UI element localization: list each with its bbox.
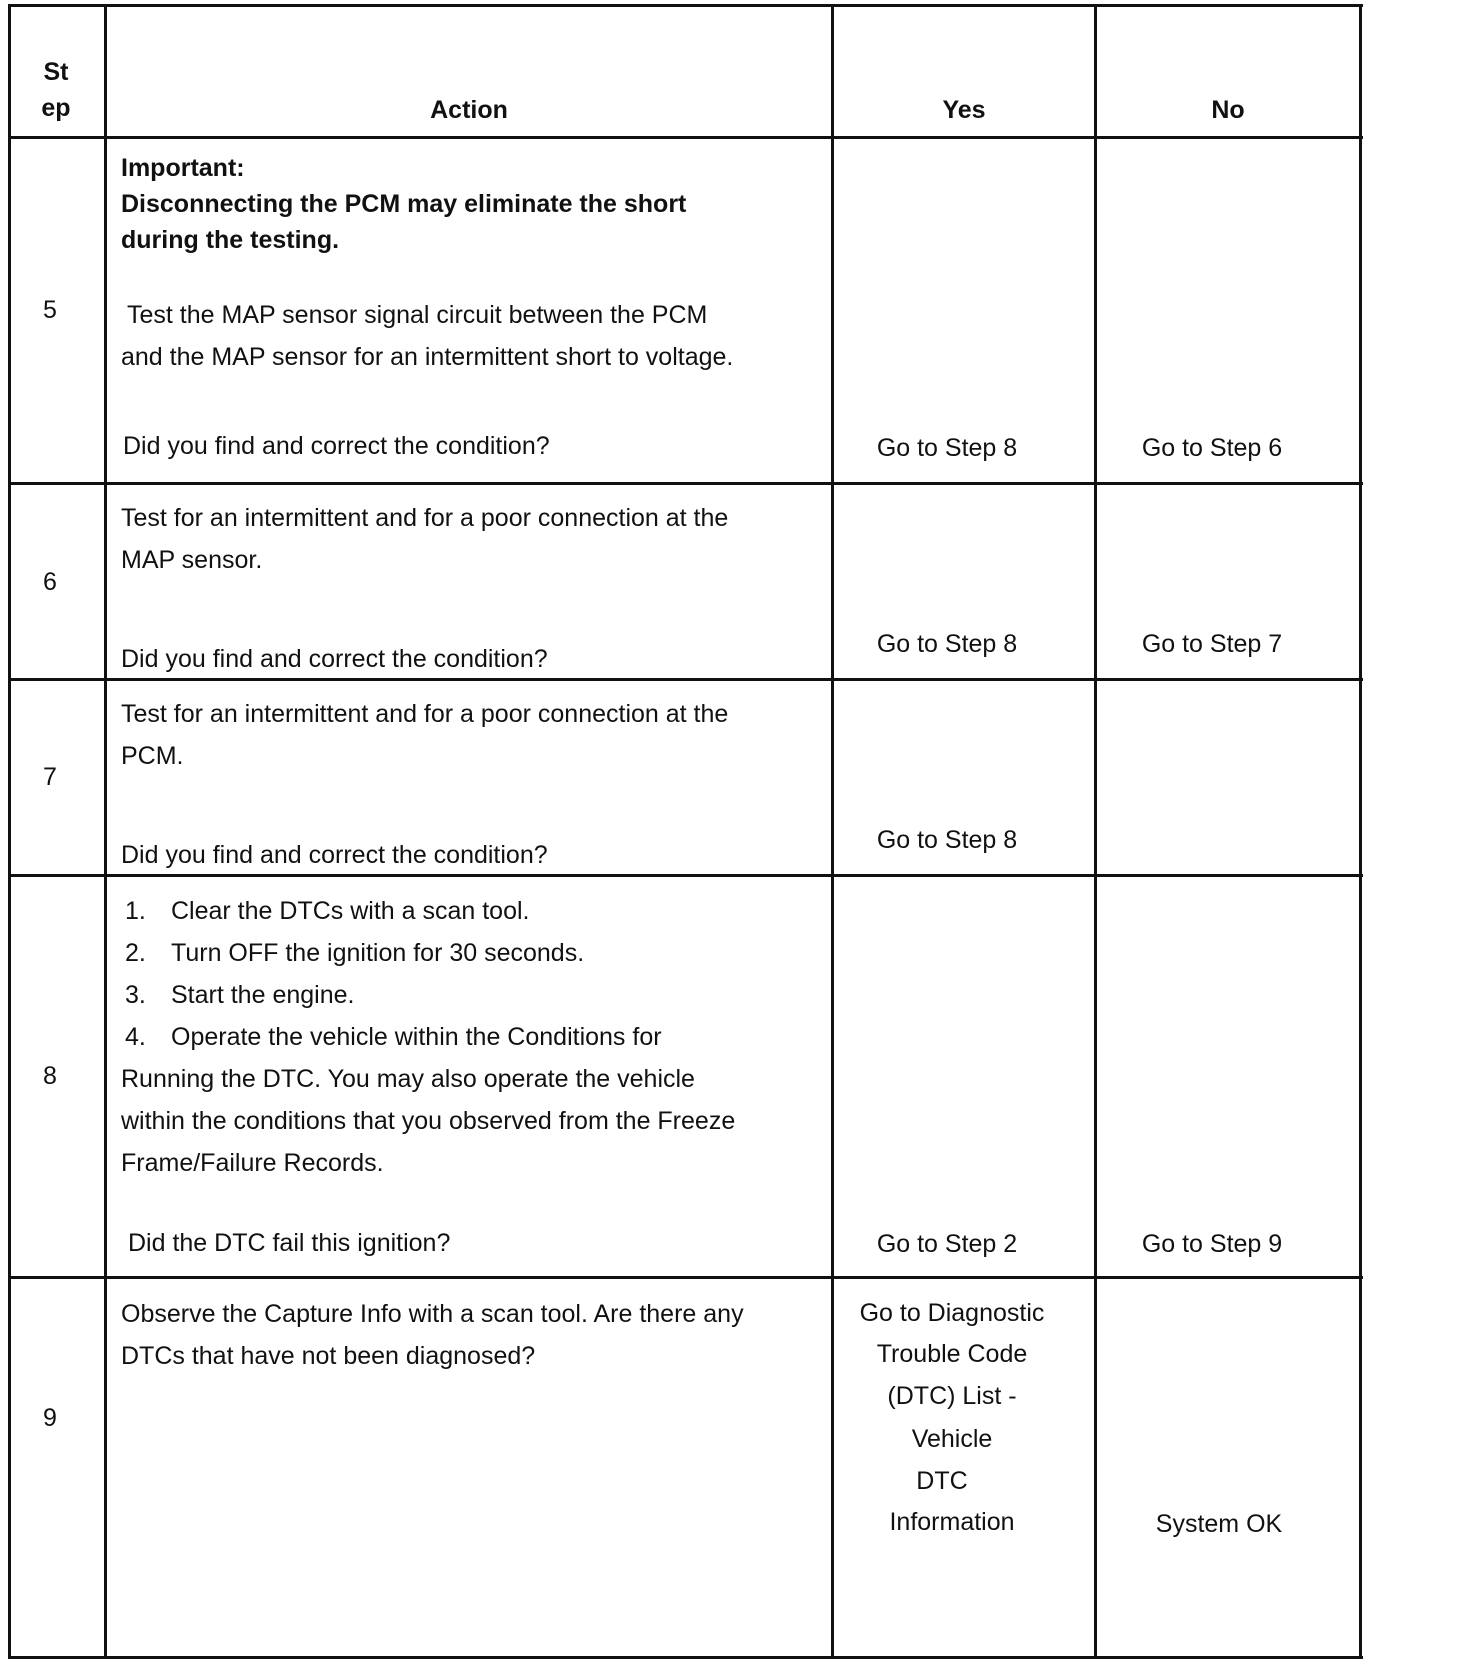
action-cell xyxy=(121,693,821,877)
yes-cell xyxy=(834,1293,1070,1543)
header-no: No xyxy=(1211,96,1245,124)
step-number: 9 xyxy=(43,1404,57,1432)
yes-cell: Go to Step 2 xyxy=(876,1230,1018,1258)
no-cell: Go to Step 6 xyxy=(1141,434,1283,462)
step-number: 6 xyxy=(43,568,57,596)
action-text: MAP sensor. xyxy=(121,546,263,574)
yes-line: Go to Diagnostic xyxy=(859,1299,1045,1327)
row-divider xyxy=(8,1276,1363,1279)
list-item xyxy=(121,1016,821,1058)
action-text: and the MAP sensor for an intermittent short to voltage. xyxy=(121,343,734,371)
yes-line: Information xyxy=(889,1508,1015,1536)
no-cell: Go to Step 7 xyxy=(1141,630,1283,658)
action-text: Test the MAP sensor signal circuit between the PCM xyxy=(127,301,708,329)
important-text: during the testing. xyxy=(121,226,340,254)
row-divider xyxy=(8,136,1363,139)
important-label: Important: xyxy=(121,154,245,182)
action-text: Running the DTC. You may also operate the vehicle xyxy=(121,1065,695,1093)
header-step-line1: St xyxy=(43,58,69,86)
no-cell: System OK xyxy=(1155,1510,1283,1538)
header-step-line2: ep xyxy=(41,94,71,122)
list-number: 1. xyxy=(125,897,146,925)
action-text: Frame/Failure Records. xyxy=(121,1149,384,1177)
yes-cell: Go to Step 8 xyxy=(876,630,1018,658)
action-cell xyxy=(121,150,821,468)
important-text: Disconnecting the PCM may eliminate the short xyxy=(121,190,687,218)
column-divider xyxy=(1094,4,1097,1659)
row-divider xyxy=(8,482,1363,485)
header-step xyxy=(8,54,104,126)
yes-line: Vehicle xyxy=(911,1425,993,1453)
list-text: Start the engine. xyxy=(171,981,355,1009)
action-cell xyxy=(121,1293,821,1377)
list-item xyxy=(121,932,821,974)
yes-cell: Go to Step 8 xyxy=(876,434,1018,462)
action-text: within the conditions that you observed from the Freeze xyxy=(121,1107,736,1135)
question-text: Did you find and correct the condition? xyxy=(121,645,548,673)
yes-line: DTC xyxy=(916,1467,968,1495)
question-text: Did you find and correct the condition? xyxy=(121,841,548,869)
list-text: Operate the vehicle within the Conditions for xyxy=(171,1023,662,1051)
list-item xyxy=(121,890,821,932)
header-yes: Yes xyxy=(942,96,986,124)
question-text: Did you find and correct the condition? xyxy=(123,432,550,460)
list-number: 2. xyxy=(125,939,146,967)
action-text: Test for an intermittent and for a poor connection at the xyxy=(121,700,729,728)
action-cell xyxy=(121,497,821,681)
column-divider xyxy=(104,4,107,1659)
yes-line: (DTC) List - xyxy=(887,1382,1017,1410)
table-border-right xyxy=(1359,4,1362,1659)
action-text: Observe the Capture Info with a scan tool. Are there any xyxy=(121,1300,744,1328)
action-text: PCM. xyxy=(121,742,184,770)
yes-line: Trouble Code xyxy=(876,1340,1028,1368)
action-cell xyxy=(121,890,821,1265)
list-text: Clear the DTCs with a scan tool. xyxy=(171,897,530,925)
action-text: Test for an intermittent and for a poor connection at the xyxy=(121,504,729,532)
list-item xyxy=(121,974,821,1016)
step-number: 8 xyxy=(43,1062,57,1090)
table-border-bottom xyxy=(8,1656,1363,1659)
list-number: 4. xyxy=(125,1023,146,1051)
no-cell: Go to Step 9 xyxy=(1141,1230,1283,1258)
table-border-top xyxy=(8,4,1363,7)
action-text: DTCs that have not been diagnosed? xyxy=(121,1342,536,1370)
step-number: 7 xyxy=(43,763,57,791)
step-number: 5 xyxy=(43,296,57,324)
question-text: Did the DTC fail this ignition? xyxy=(128,1229,451,1257)
yes-cell: Go to Step 8 xyxy=(876,826,1018,854)
header-action: Action xyxy=(430,96,508,124)
list-number: 3. xyxy=(125,981,146,1009)
instruction-list xyxy=(121,890,821,1058)
list-text: Turn OFF the ignition for 30 seconds. xyxy=(171,939,585,967)
